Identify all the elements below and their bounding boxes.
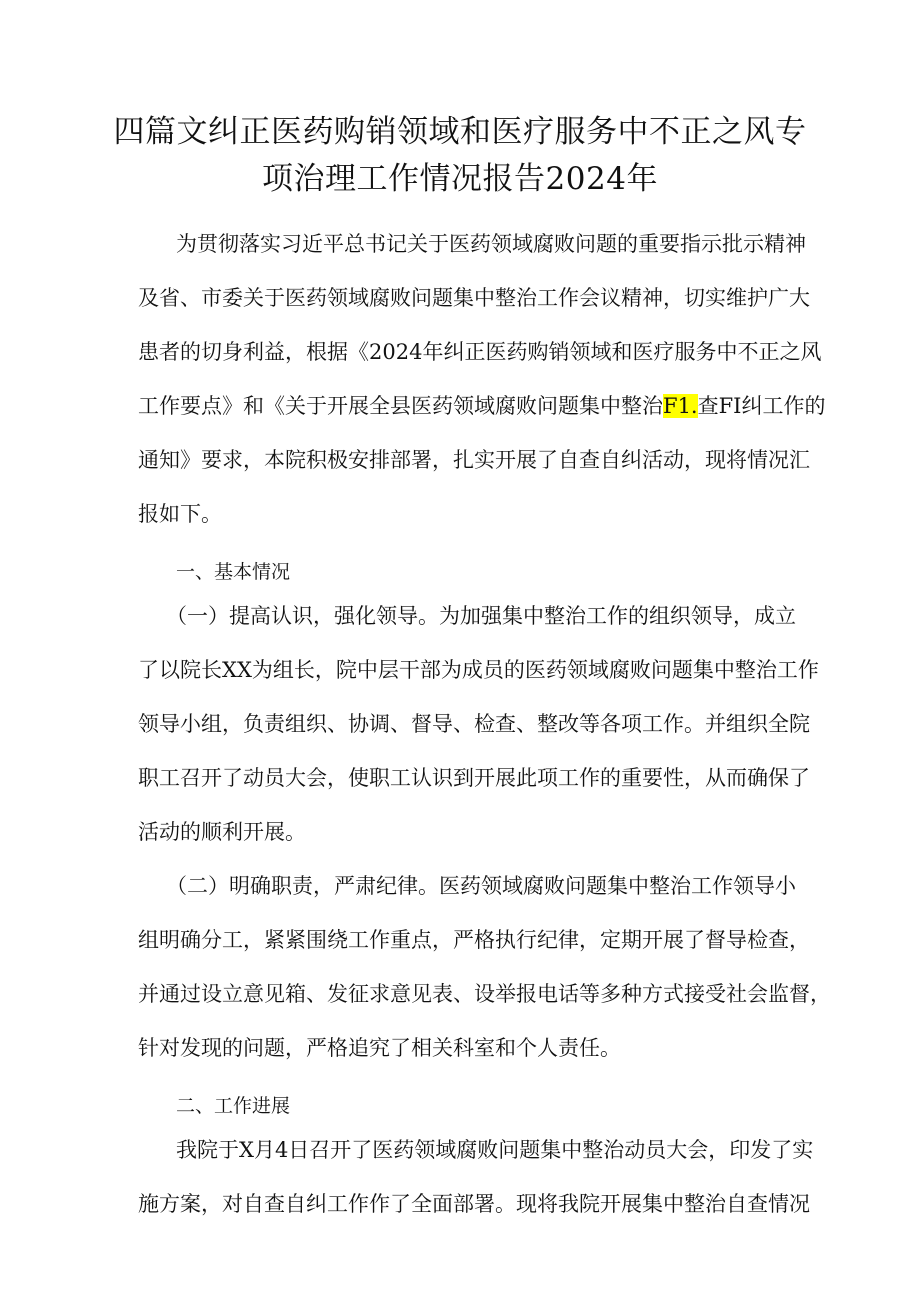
intro-line-1: 为贯彻落实习近平总书记关于医药领域腐败问题的重要指示批示精神 — [176, 232, 806, 256]
s1p2-line-2: 组明确分工，紧紧围绕工作重点，严格执行纪律，定期开展了督导检查， — [138, 928, 810, 952]
s2p1-line-1: 我院于X月4日召开了医药领域腐败问题集中整治动员大会，印发了实 — [176, 1138, 814, 1162]
s1p2-line-4: 针对发现的问题，严格追究了相关科室和个人责任。 — [138, 1036, 621, 1060]
intro-line-4-start: 工作要点》和《关于开展全县医药领域腐败问题集中整治 — [138, 394, 663, 418]
highlighted-text: F1. — [663, 394, 698, 418]
intro-line-5: 通知》要求，本院积极安排部署，扎实开展了自查自纠活动，现将情况汇 — [138, 448, 810, 472]
section-1-heading: 一、基本情况 — [176, 561, 291, 583]
s1p1-line-2: 了以院长XX为组长，院中层干部为成员的医药领域腐败问题集中整治工作 — [138, 658, 819, 682]
s1p1-line-5: 活动的顺利开展。 — [138, 820, 306, 844]
intro-line-2: 及省、市委关于医药领域腐败问题集中整治工作会议精神，切实维护广大 — [138, 286, 810, 310]
s1p1-line-3: 领导小组，负责组织、协调、督导、检查、整改等各项工作。并组织全院 — [138, 712, 810, 736]
intro-line-6: 报如下。 — [138, 502, 222, 526]
section-2-heading: 二、工作进展 — [176, 1095, 291, 1117]
s1p1-line-4: 职工召开了动员大会，使职工认识到开展此项工作的重要性，从而确保了 — [138, 766, 810, 790]
intro-line-3: 患者的切身利益，根据《2024年纠正医药购销领域和医疗服务中不正之风 — [138, 340, 822, 364]
s1p2-line-1: （二）明确职责，严肃纪律。医药领域腐败问题集中整治工作领导小 — [166, 874, 796, 898]
s1p2-line-3: 并通过设立意见箱、发征求意见表、设举报电话等多种方式接受社会监督， — [138, 982, 831, 1006]
s2p1-line-2: 施方案，对自查自纠工作作了全面部署。现将我院开展集中整治自查情况 — [138, 1192, 810, 1216]
intro-line-4-end: 查FI纠工作的 — [697, 394, 826, 418]
document-title-line-1: 四篇文纠正医药购销领域和医疗服务中不正之风专 — [113, 114, 807, 150]
s1p1-line-1: （一）提高认识，强化领导。为加强集中整治工作的组织领导，成立 — [166, 604, 796, 628]
document-title-line-2: 项治理工作情况报告2024年 — [262, 161, 658, 197]
intro-line-4 — [138, 391, 826, 421]
